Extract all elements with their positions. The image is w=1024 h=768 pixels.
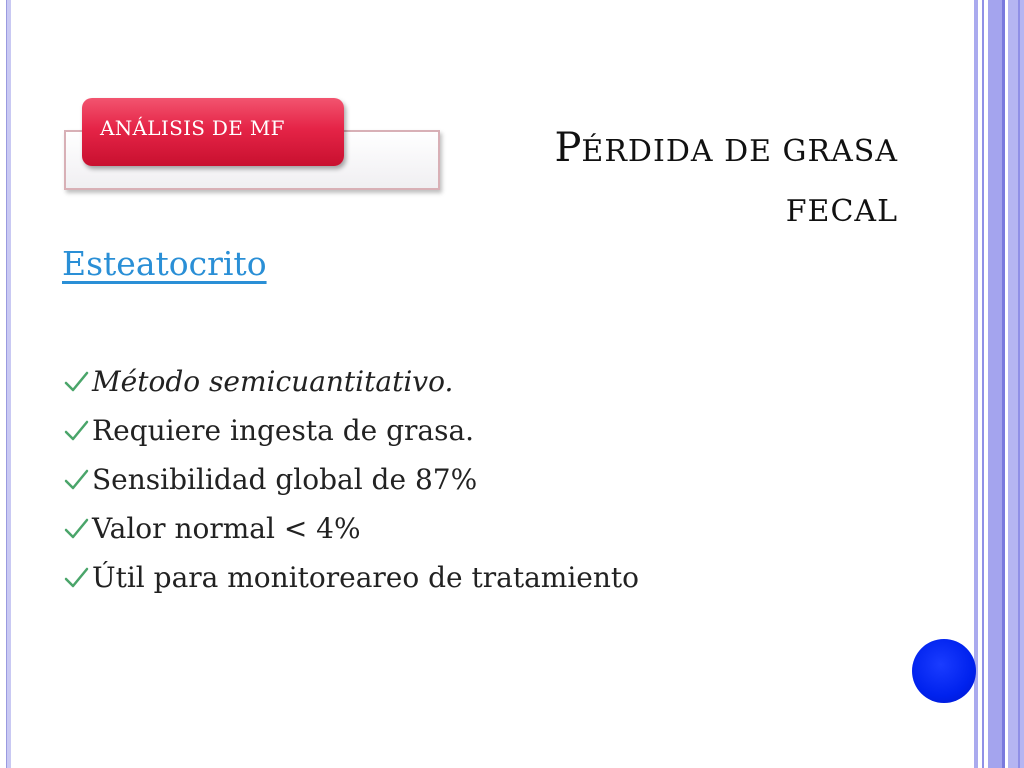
section-tag bbox=[82, 98, 344, 166]
check-icon bbox=[62, 417, 90, 445]
bullet-text: Requiere ingesta de grasa. bbox=[92, 414, 475, 447]
bullet-text: Valor normal < 4% bbox=[92, 512, 361, 545]
check-icon bbox=[62, 466, 90, 494]
bullet-item bbox=[62, 455, 639, 504]
check-icon bbox=[62, 368, 90, 396]
bullet-text: Sensibilidad global de 87% bbox=[92, 463, 478, 496]
bullet-text: Método semicuantitativo. bbox=[92, 365, 454, 398]
bullet-text: Útil para monitoreareo de tratamiento bbox=[92, 561, 640, 594]
esteatocrito-link[interactable]: Esteatocrito bbox=[62, 244, 267, 283]
title-line2: FECAL bbox=[785, 194, 898, 229]
bullet-item bbox=[62, 406, 639, 455]
bullet-item bbox=[62, 357, 639, 406]
slide-title bbox=[478, 120, 898, 240]
left-border-decoration bbox=[6, 0, 11, 768]
bullet-item bbox=[62, 504, 639, 553]
blue-circle-decoration bbox=[912, 639, 976, 703]
section-tag-label: ANÁLISIS DE MF bbox=[100, 116, 285, 140]
right-stripes-decoration bbox=[974, 0, 1024, 768]
check-icon bbox=[62, 515, 90, 543]
bullet-item bbox=[62, 553, 639, 602]
title-initial: P bbox=[554, 125, 582, 171]
check-icon bbox=[62, 564, 90, 592]
title-line1-rest: ÉRDIDA DE GRASA bbox=[581, 134, 898, 169]
bullet-list bbox=[62, 357, 639, 602]
